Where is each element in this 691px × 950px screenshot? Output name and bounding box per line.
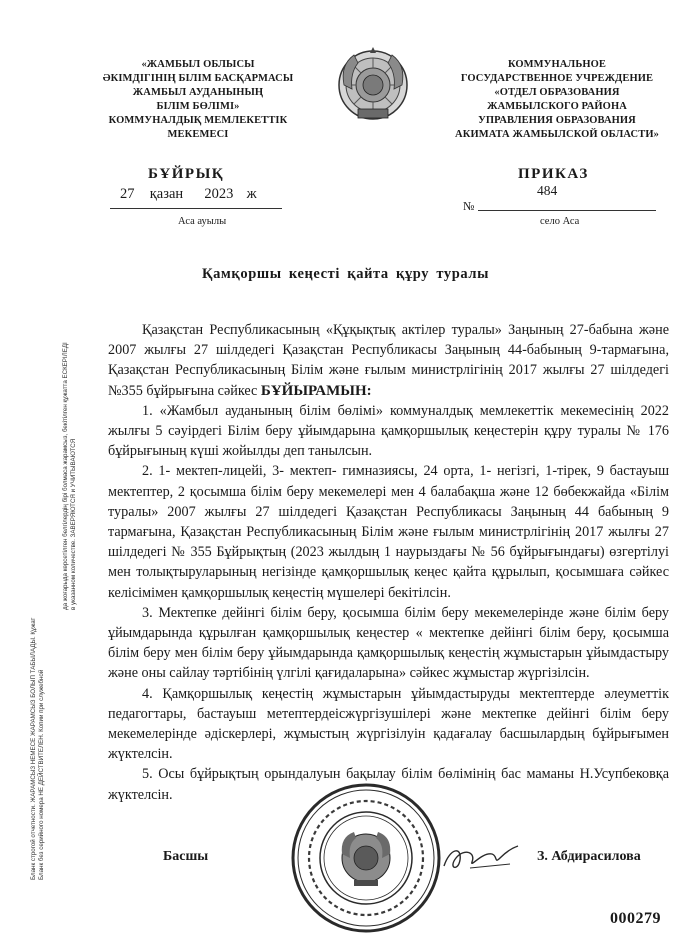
header-left-line: ЖАМБЫЛ АУДАНЫНЫҢ <box>132 87 264 98</box>
side-note-1: Бланк строгой отчетности. ЖАРАМСЫЗ НЕМЕСЕ ЖАРАМСЫЗ БОЛЫП ТАБЫЛАДЫ. Құжат <box>30 617 37 880</box>
header-right-line: УПРАВЛЕНИЯ ОБРАЗОВАНИЯ <box>478 115 636 126</box>
order-item: 2. 1- мектеп-лицейі, 3- мектеп- гимназиясы, 24 орта, 1- негізгі, 1-тірек, 9 бастауыш мектептер, 2 қосымша білім беру мекемелері мен 4 балабақша және 12 бөбекжайда «Білім туралы» 2007 жылғы 27 шілдедегі Қазақстан Республикасы Заңының 44 бабының 9 тармағына, Қазақстан Республикасының Білім және ғылым министрлігінің 2017 жылғы 27 шілдедегі № 355 Бұйрықтың (2023 жылдың 1 наурыздағы № 56 бұйрығындағы) өзгертілуі мен толықтыруларының негізінде қамқоршылық кеңес қайта құрылып, қосымшаға сәйкес келісімімен қамқоршылық кеңестің мүшелері бекітілсін. <box>108 463 669 601</box>
header-left-line: МЕКЕМЕСІ <box>167 129 229 140</box>
order-word: БҰЙЫРАМЫН: <box>260 382 372 399</box>
place-kz: Аса ауылы <box>178 216 227 227</box>
date-day: 27 <box>120 186 135 202</box>
header-right-line: ЖАМБЫЛСКОГО РАЙОНА <box>487 101 627 112</box>
header-right-line: «ОТДЕЛ ОБРАЗОВАНИЯ <box>494 87 620 98</box>
header-right-line: ГОСУДАРСТВЕННОЕ УЧРЕЖДЕНИЕ <box>460 73 654 84</box>
signature-role: Басшы <box>163 849 209 864</box>
serial-number: 000279 <box>610 910 661 927</box>
date-year: 2023 <box>204 186 234 202</box>
side-note-group-2 <box>62 342 77 610</box>
order-item: 3. Мектепке дейінгі білім беру, қосымша білім беру мекемелерінде және білім беру ұйымдарында құрылған қамқоршылық кеңестер « мектепке дейінгі білім беру, қосымша білім беру мен білім беру ұйымдарында қамқоршылық кеңестің жұмыстарын ұйымдастыру және оны сайлау тәртібінің үлгілі қағидаларына» сәйкес жұмыстар жүргізілсін. <box>108 604 669 682</box>
header-right-line: КОММУНАЛЬНОЕ <box>507 59 607 70</box>
preamble-paragraph <box>108 320 669 401</box>
order-title-ru: ПРИКАЗ <box>518 166 589 182</box>
side-note-3: да жоғарыда көрсетілген белгілердің бірі болмаса жарамсыз, бекітілген құжатта ЕСКЕРІЛЕДІ <box>62 342 69 610</box>
side-note-group <box>30 618 45 880</box>
official-stamp-icon <box>290 782 442 934</box>
number-sign: № <box>463 199 475 213</box>
order-item: 5. Осы бұйрықтың орындалуын бақылау білім бөлімінің бас маманы Н.Усупбековқа жүктелсін. <box>108 766 669 803</box>
order-item: 1. «Жамбыл ауданының білім бөлімі» коммуналдық мемлекеттік мекемесінің 2022 жылғы 5 сәуірдегі Білім беру ұйымдарына қамқоршылық кеңестерін құру туралы № 176 бұйрығының күші жойылды деп танылсын. <box>108 402 669 460</box>
place-ru: село Аса <box>540 216 580 227</box>
state-emblem-icon <box>336 45 410 129</box>
side-note-2: Бланк без серийного номера НЕ ДЕЙСТВИТЕЛЕН. Копии при служебной <box>37 669 45 880</box>
header-right <box>442 58 672 142</box>
document-title: Қамқоршы кеңесті қайта құру туралы <box>201 266 490 282</box>
header-left-line: КОММУНАЛДЫҚ МЕМЛЕКЕТТІК <box>108 115 288 126</box>
header-left-line: ӘКІМДІГІНІҢ БІЛІМ БАСҚАРМАСЫ <box>102 73 294 84</box>
date-suffix: ж <box>246 186 257 202</box>
header-left-line: «ЖАМБЫЛ ОБЛЫСЫ <box>141 59 255 70</box>
number-underline <box>478 210 656 211</box>
signature-name: З. Абдирасилова <box>537 849 641 864</box>
header-left-line: БІЛІМ БӨЛІМІ» <box>156 101 240 112</box>
header-left <box>88 58 308 142</box>
order-title-kz: БҰЙРЫҚ <box>148 166 225 182</box>
preamble-text: Қазақстан Республикасының «Құқықтық актілер туралы» Заңының 27-бабына және 2007 жылғы 27 шілдедегі Қазақстан Республикасы Заңының 44-бабының 9-тармағына, Қазақстан Республикасының Білім және ғылым министрлігінің 2017 жылғы 27 шілдедегі №355 бұйрығына сәйкес <box>108 322 669 399</box>
handwritten-signature <box>440 838 520 878</box>
order-item: 4. Қамқоршылық кеңестің жұмыстарын ұйымдастыруды мектептерде әлеуметтік педагогтары, бастауыш метептердеісжүргізушілері және мектепке дейінгі білім беру мекемелерінде әдіскерлері, жұмыстың жүргізілуін қадағалау басшылардың бұйрығымен жүктелсін. <box>108 685 669 763</box>
order-number: 484 <box>537 183 558 198</box>
date-month: қазан <box>149 186 184 202</box>
header-right-line: АКИМАТА ЖАМБЫЛСКОЙ ОБЛАСТИ» <box>455 129 659 140</box>
document-body <box>108 320 669 805</box>
date-underline <box>110 208 282 209</box>
order-date <box>120 186 257 203</box>
side-note-4: в указанном количестве. ЗАВЕРЯЮТСЯ и УЧИТЫВАЮТСЯ <box>69 438 77 610</box>
